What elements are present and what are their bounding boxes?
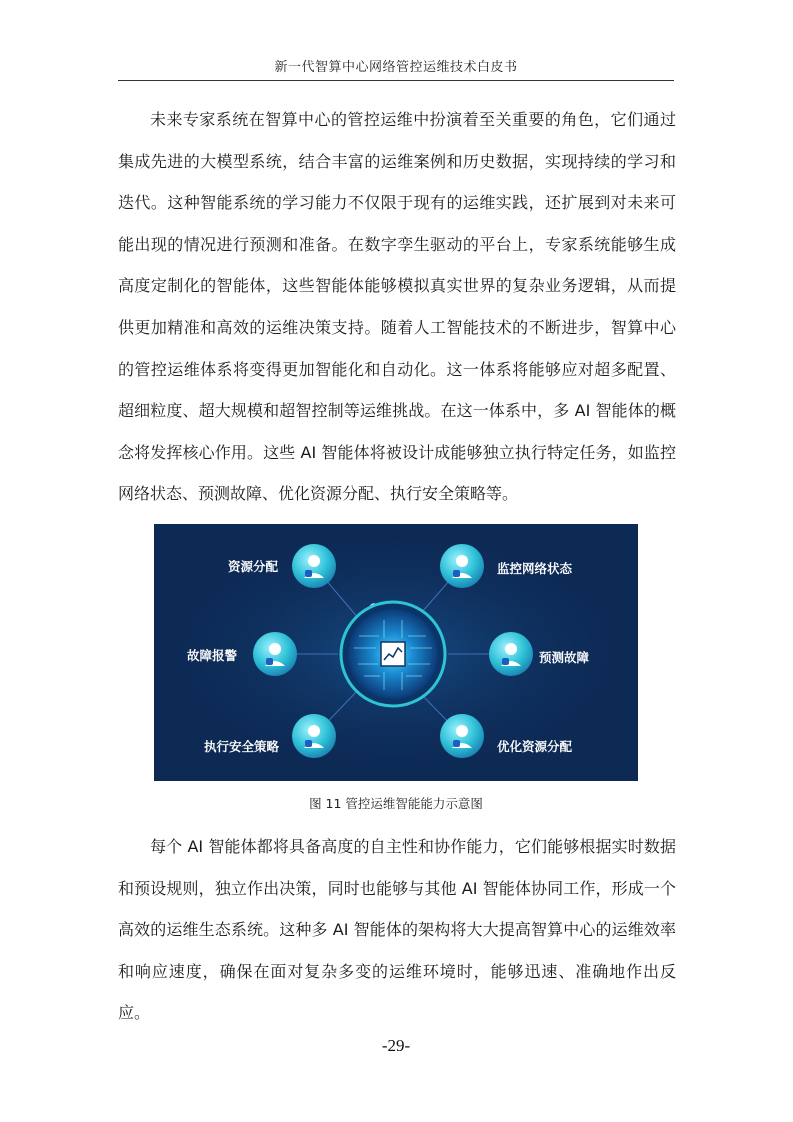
node-label-fault-prediction: 预测故障 bbox=[539, 650, 590, 665]
node-label-resource-allocation: 资源分配 bbox=[228, 559, 279, 574]
page-number: -29- bbox=[381, 1036, 411, 1055]
agent-node-icon-top-right bbox=[440, 544, 484, 588]
agent-node-icon-bottom-left bbox=[292, 714, 336, 758]
agent-capability-figure bbox=[154, 524, 638, 781]
node-label-security-policy: 执行安全策略 bbox=[204, 739, 280, 754]
node-label-resource-optimization: 优化资源分配 bbox=[497, 739, 573, 754]
header-rule bbox=[118, 80, 674, 81]
agent-node-icon-mid-right bbox=[489, 632, 533, 676]
node-label-fault-alarm: 故障报警 bbox=[187, 648, 238, 663]
figure-caption: 图 11 管控运维智能能力示意图 bbox=[309, 796, 483, 811]
agent-node-icon-bottom-right bbox=[440, 714, 484, 758]
body-paragraph: 每个 AI 智能体都将具备高度的自主性和协作能力，它们能够根据实时数据和预设规则，独立作出决策，同时也能够与其他 AI 智能体协同工作，形成一个高效的运维生态系统。这种多 AI 智能体的架构将大大提高智算中心的运维效率和响应速度，确保在面对复杂多变的运维环境时，能够迅速、准确地作出反应。 bbox=[118, 837, 676, 1023]
node-label-network-monitoring: 监控网络状态 bbox=[497, 561, 573, 576]
central-hub-icon bbox=[341, 602, 445, 706]
running-header: 新一代智算中心网络管控运维技术白皮书 bbox=[274, 60, 518, 75]
agent-node-icon-mid-left bbox=[253, 632, 297, 676]
agent-node-icon-top-left bbox=[292, 544, 336, 588]
body-paragraph: 未来专家系统在智算中心的管控运维中扮演着至关重要的角色，它们通过集成先进的大模型系统，结合丰富的运维案例和历史数据，实现持续的学习和迭代。这种智能系统的学习能力不仅限于现有的运维实践，还扩展到对未来可能出现的情况进行预测和准备。在数字孪生驱动的平台上，专家系统能够生成高度定制化的智能体，这些智能体能够模拟真实世界的复杂业务逻辑，从而提供更加精准和高效的运维决策支持。随着人工智能技术的不断进步，智算中心的管控运维体系将变得更加智能化和自动化。这一体系将能够应对超多配置、超细粒度、超大规模和超智控制等运维挑战。在这一体系中，多 AI 智能体的概念将发挥核心作用。这些 AI 智能体将被设计成能够独立执行特定任务，如监控网络状态、预测故障、优化资源分配、执行安全策略等。 bbox=[118, 110, 676, 504]
